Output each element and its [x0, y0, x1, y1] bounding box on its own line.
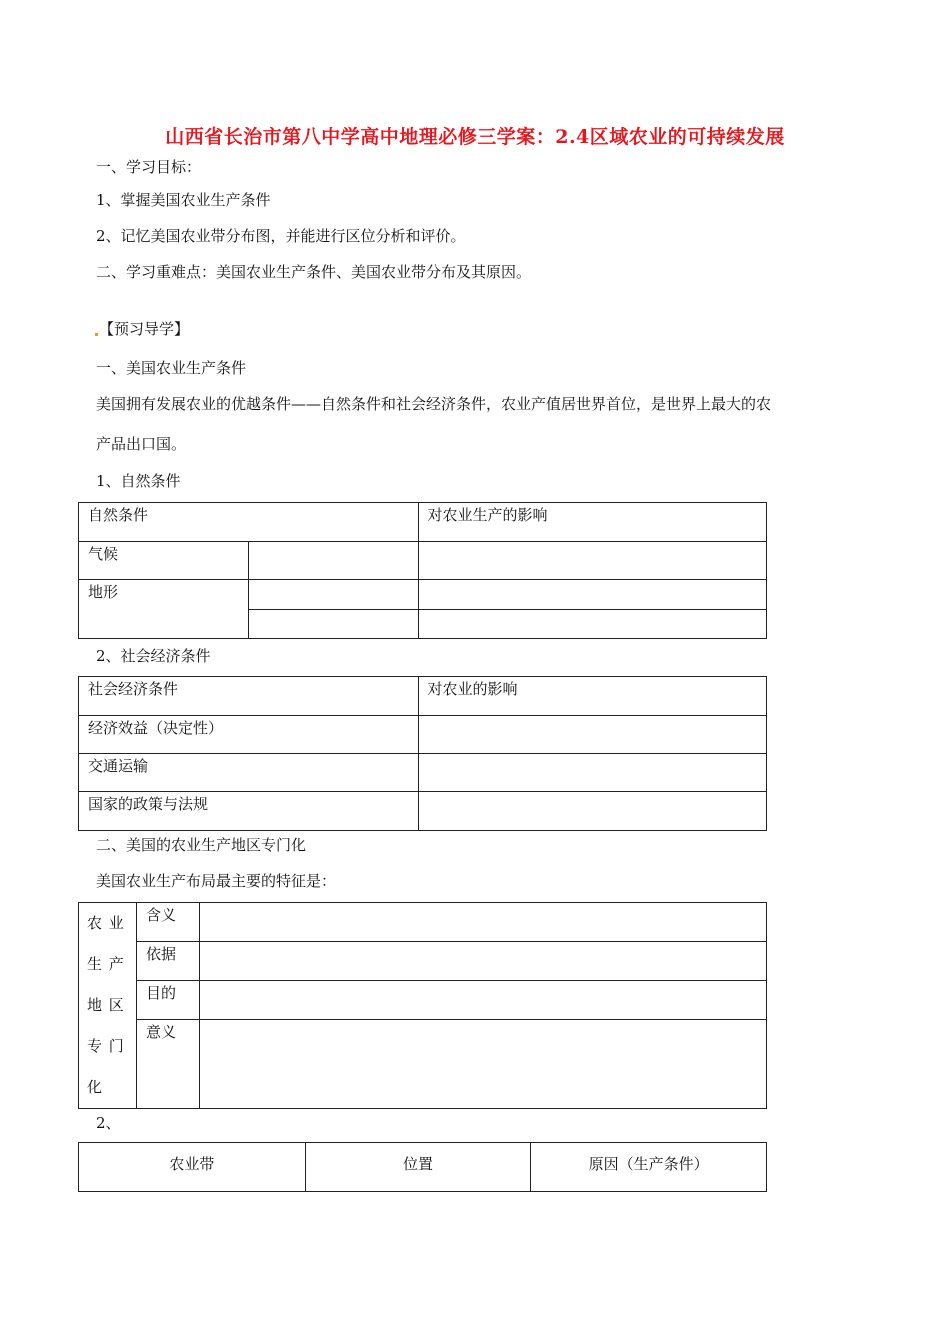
- terrain-impact-cell-2[interactable]: [418, 610, 767, 639]
- social-row-label: 经济效益（决定性）: [79, 716, 419, 754]
- climate-blank-cell[interactable]: [248, 542, 418, 580]
- specialization-answer-cell[interactable]: [199, 942, 766, 980]
- row-climate-label: 气候: [79, 542, 249, 580]
- specialization-row-label: 意义: [136, 1020, 199, 1109]
- social-heading: 2、社会经济条件: [96, 647, 211, 665]
- side-label-line: 化: [87, 1078, 104, 1096]
- terrain-blank-cell-2[interactable]: [248, 610, 418, 639]
- specialization-answer-cell[interactable]: [199, 903, 766, 942]
- side-label-line: 生 产: [87, 955, 125, 973]
- belt-header: 原因（生产条件）: [531, 1143, 767, 1192]
- natural-conditions-table: [78, 502, 767, 639]
- natural-header-left: 自然条件: [79, 503, 419, 542]
- belt-header: 农业带: [79, 1143, 306, 1192]
- part1-heading: 一、美国农业生产条件: [96, 359, 247, 377]
- goal-1: 1、掌握美国农业生产条件: [96, 191, 271, 209]
- specialization-answer-cell[interactable]: [199, 1020, 766, 1109]
- social-conditions-table: [78, 676, 767, 831]
- side-label-line: 农 业: [87, 914, 125, 932]
- side-label-line: 地 区: [87, 996, 125, 1014]
- social-header-left: 社会经济条件: [79, 677, 419, 716]
- social-impact-cell[interactable]: [418, 754, 766, 792]
- agricultural-belt-table: [78, 1142, 767, 1192]
- goals-heading: 一、学习目标：: [96, 158, 202, 176]
- intro-paragraph-line1: 美国拥有发展农业的优越条件——自然条件和社会经济条件，农业产值居世界首位，是世界上最大的农: [96, 395, 772, 413]
- social-row-label: 国家的政策与法规: [79, 792, 419, 831]
- belt-header: 位置: [305, 1143, 531, 1192]
- terrain-impact-cell-1[interactable]: [418, 580, 767, 610]
- specialization-row-label: 含义: [136, 903, 199, 942]
- natural-heading: 1、自然条件: [96, 472, 181, 490]
- social-header-right: 对农业的影响: [418, 677, 766, 716]
- specialization-table: [78, 902, 767, 1109]
- social-impact-cell[interactable]: [418, 792, 766, 831]
- social-row-label: 交通运输: [79, 754, 419, 792]
- specialization-row-label: 目的: [136, 980, 199, 1019]
- climate-impact-cell[interactable]: [418, 542, 767, 580]
- natural-header-right: 对农业生产的影响: [418, 503, 767, 542]
- row-terrain-label: 地形: [79, 580, 249, 639]
- specialization-row-label: 依据: [136, 942, 199, 980]
- intro-paragraph-line2: 产品出口国。: [96, 435, 187, 453]
- page-title: 山西省长治市第八中学高中地理必修三学案：2.4区域农业的可持续发展: [165, 126, 785, 148]
- specialization-answer-cell[interactable]: [199, 980, 766, 1019]
- key-points: 二、学习重难点：美国农业生产条件、美国农业带分布及其原因。: [96, 263, 532, 281]
- goal-2: 2、记忆美国农业带分布图，并能进行区位分析和评价。: [96, 227, 466, 245]
- part2-heading: 二、美国的农业生产地区专门化: [96, 836, 307, 854]
- feature-line: 美国农业生产布局最主要的特征是：: [96, 872, 337, 890]
- preview-heading: 【预习导学】: [94, 318, 189, 339]
- item-2-label: 2、: [96, 1114, 121, 1132]
- marker-dot-icon: [95, 333, 98, 336]
- social-impact-cell[interactable]: [418, 716, 766, 754]
- side-label-line: 专 门: [87, 1037, 125, 1055]
- terrain-blank-cell-1[interactable]: [248, 580, 418, 610]
- specialization-side-label: [79, 903, 137, 1109]
